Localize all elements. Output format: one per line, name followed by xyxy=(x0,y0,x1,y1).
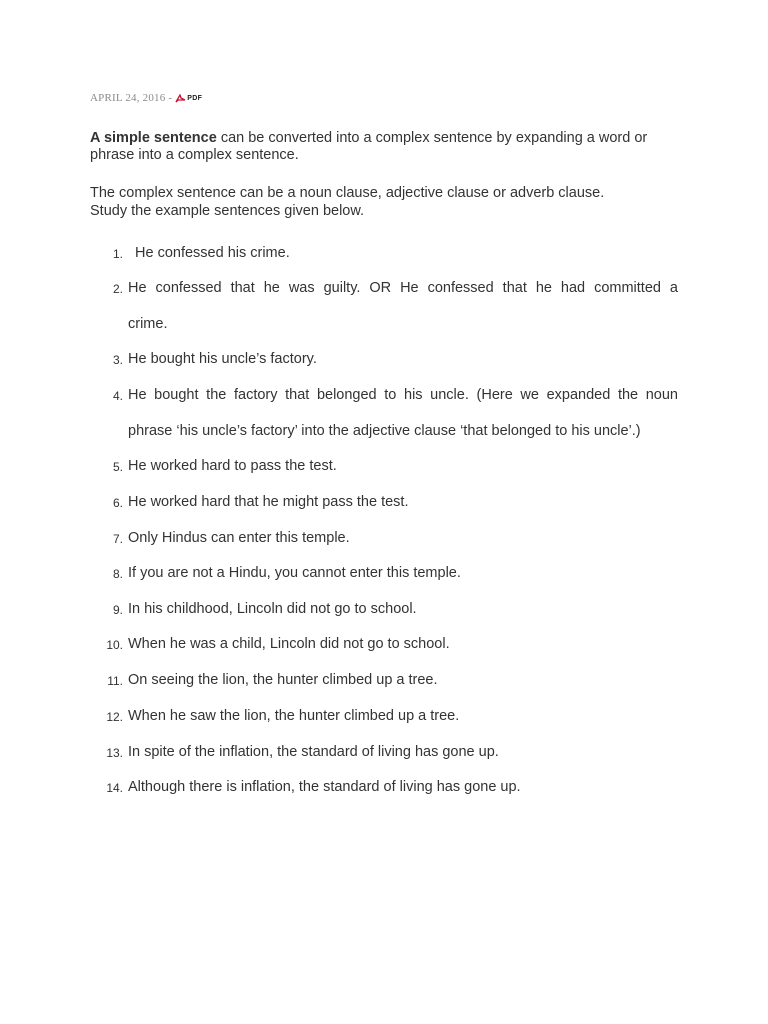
item-number: 3. xyxy=(112,353,123,367)
intro-paragraph xyxy=(90,130,690,164)
post-meta xyxy=(90,92,202,104)
item-text: When he saw the lion, the hunter climbed up a tree. xyxy=(128,708,460,724)
intro-paragraph-2 xyxy=(90,184,690,220)
item-text: When he was a child, Lincoln did not go to school. xyxy=(128,636,450,652)
item-text: He worked hard to pass the test. xyxy=(128,458,337,474)
item-number: 5. xyxy=(112,460,123,474)
item-number: 1. xyxy=(112,247,123,261)
item-number: 9. xyxy=(112,603,123,617)
item-number: 7. xyxy=(112,532,123,546)
item-text: Although there is inflation, the standard of living has gone up. xyxy=(128,779,521,795)
item-text: He worked hard that he might pass the test. xyxy=(128,494,409,510)
item-text: On seeing the lion, the hunter climbed up a tree. xyxy=(128,672,438,688)
item-text-line-1: He confessed that he was guilty. OR He confessed that he had committed a xyxy=(128,280,678,296)
pdf-link[interactable] xyxy=(175,94,202,103)
pdf-icon xyxy=(175,94,186,103)
item-number: 6. xyxy=(112,496,123,510)
item-number: 13. xyxy=(106,746,123,760)
post-date: APRIL 24, 2016 - xyxy=(90,92,173,104)
item-number: 2. xyxy=(112,282,123,296)
intro-line-2: The complex sentence can be a noun clause, adjective clause or adverb clause. xyxy=(90,185,605,201)
item-number: 8. xyxy=(112,567,123,581)
item-text: Only Hindus can enter this temple. xyxy=(128,530,350,546)
item-number: 14. xyxy=(106,781,123,795)
item-number: 4. xyxy=(112,389,123,403)
item-text: In spite of the inflation, the standard of living has gone up. xyxy=(128,744,499,760)
item-text: He confessed his crime. xyxy=(135,245,290,261)
item-text: In his childhood, Lincoln did not go to school. xyxy=(128,601,417,617)
item-text-line-1: He bought the factory that belonged to his uncle. (Here we expanded the noun xyxy=(128,387,678,403)
item-text: If you are not a Hindu, you cannot enter this temple. xyxy=(128,565,461,581)
intro-line-3: Study the example sentences given below. xyxy=(90,203,365,219)
item-number: 10. xyxy=(106,638,123,652)
item-text-line-2: phrase ‘his uncle’s factory’ into the adjective clause ‘that belonged to his uncle’.) xyxy=(128,423,641,439)
item-text-line-2: crime. xyxy=(128,316,168,332)
item-number: 11. xyxy=(107,674,123,688)
item-number: 12. xyxy=(106,710,123,724)
pdf-label: PDF xyxy=(187,94,203,102)
intro-bold-lead: A simple sentence xyxy=(90,130,217,146)
item-text: He bought his uncle’s factory. xyxy=(128,351,317,367)
intro-rest: can be converted into a complex sentence by expanding a word or phrase into a complex sentence. xyxy=(90,130,648,163)
